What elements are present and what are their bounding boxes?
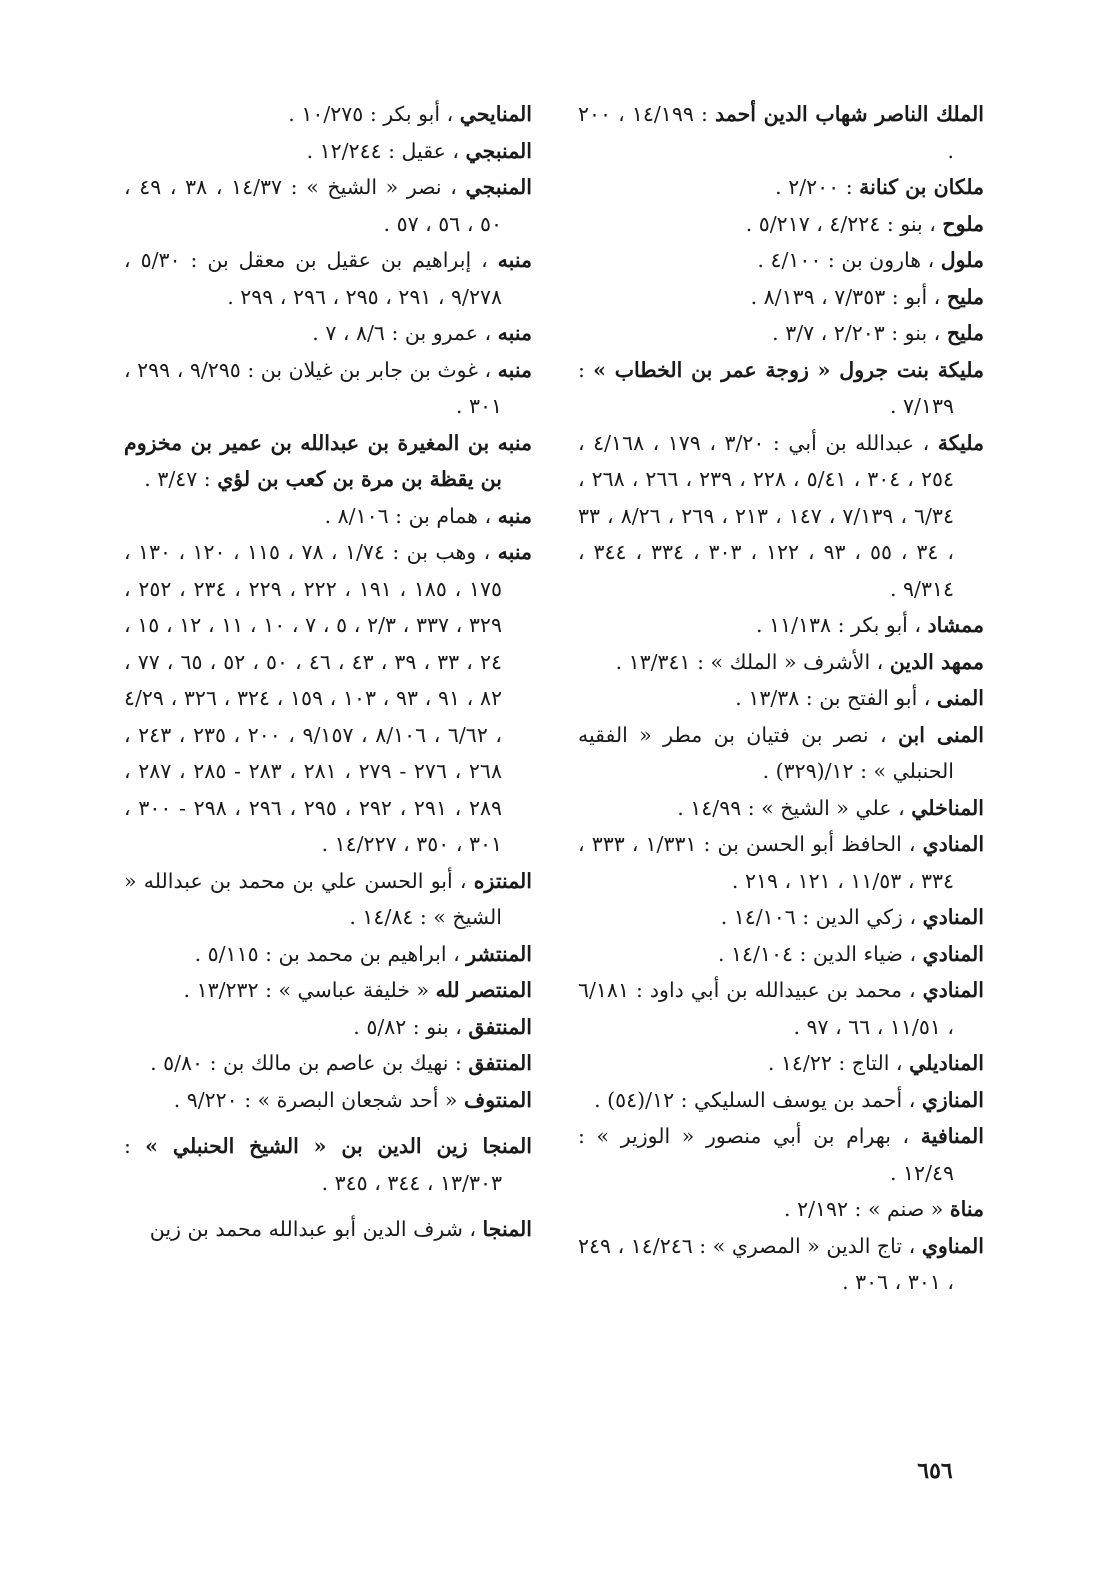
- entry-references: ، أبو الفتح بن : ١٣/٣٨ .: [735, 686, 937, 710]
- index-entry: [578, 1228, 984, 1301]
- entry-references: ، بهرام بن أبي منصور « الوزير » : ١٢/٤٩ .: [578, 1124, 954, 1185]
- entry-name: المنتفق: [468, 1051, 532, 1075]
- index-entry: [578, 607, 984, 644]
- index-entry: [578, 206, 984, 243]
- entry-name: منبه: [497, 540, 532, 564]
- entry-references: ، بنو : ٥/٨٢ .: [353, 1014, 469, 1039]
- entry-name: مناة: [949, 1197, 984, 1221]
- entry-references: : ٢/٢٠٠ .: [775, 175, 860, 199]
- entry-references: ، نصر بن فتيان بن مطر « الفقيه الحنبلي » : ١٢/(٣٢٩) .: [578, 722, 954, 783]
- entry-references: « خليفة عباسي » : ١٣/٢٣٢ .: [183, 978, 436, 1002]
- entry-references: : ٣/٤٧ .: [144, 467, 218, 491]
- entry-references: ، تاج الدين « المصري » : ١٤/٢٤٦ ، ٢٤٩ ، ٣٠١ ، ٣٠٦ .: [578, 1233, 954, 1294]
- entry-name: المنبجي: [465, 138, 532, 163]
- index-entry: [578, 936, 984, 973]
- entry-name: ملكان بن كنانة: [859, 175, 984, 199]
- index-entry: [124, 1045, 532, 1082]
- entry-name: مليكة بنت جرول « زوجة عمر بن الخطاب »: [593, 357, 984, 382]
- entry-name: المنادي: [922, 941, 984, 966]
- entry-references: ، بنو : ٤/٢٢٤ ، ٥/٢١٧ .: [745, 211, 943, 236]
- entry-name: مليح: [946, 284, 984, 309]
- entry-name: منبه: [497, 248, 532, 272]
- index-entry: [124, 352, 532, 425]
- entry-references: ، أبو بكر : ١١/١٣٨ .: [756, 613, 928, 637]
- entry-name: المنتفق: [468, 1014, 532, 1039]
- entry-name: المناوي: [921, 1233, 984, 1258]
- index-entry: [578, 1191, 984, 1228]
- entry-references: ، الحافظ أبو الحسن بن : ١/٣٣١ ، ٣٣٣ ، ٣٣٤ ، ١١/٥٣ ، ١٢١ ، ٢١٩ .: [578, 832, 954, 893]
- entry-name: منبه: [497, 503, 532, 528]
- index-entry: [578, 680, 984, 717]
- index-entry: [578, 242, 984, 279]
- index-entry: [578, 315, 984, 352]
- index-entry: [578, 169, 984, 206]
- index-entry: [124, 863, 532, 936]
- index-entry: [124, 534, 532, 863]
- entry-references: ، نصر « الشيخ » : ١٤/٣٧ ، ٣٨ ، ٤٩ ، ٥٠ ، ٥٦ ، ٥٧ .: [124, 175, 502, 236]
- entry-references: ، أبو الحسن علي بن محمد بن عبدالله « الشيخ » : ١٤/٨٤ .: [124, 868, 502, 929]
- index-entry: [124, 425, 532, 498]
- entry-references: ، علي « الشيخ » : ١٤/٩٩ .: [677, 795, 912, 820]
- entry-references: ، وهب بن : ١/٧٤ ، ٧٨ ، ١١٥ ، ١٢٠ ، ١٣٠ ، ١٧٥ ، ١٨٥ ، ١٩١ ، ٢٢٢ ، ٢٢٩ ، ٢٣٤ ، ٢٥٢ ، ٣٢٩ ، ٣٣٧ ، ٢/٣ ، ٥ ، ٧ ، ١٠ ، ١١ ، ١٢ ، ١٥ ، ٢٤ ، ٣٣ ، ٣٩ ، ٤٣ ، ٤٦ ، ٥٠ ، ٥٢ ، ٦٥ ، ٧٧ ، ٨٢ ، ٩١ ، ٩٣ ، ١٠٣ ، ١٥٩ ، ٣٢٤ ، ٣٢٦ ، ٤/٢٩ ، ٦/٦٢ ، ٨/١٠٦ ، ٩/١٥٧ ، ٢٠٠ ، ٢٣٥ ، ٢٤٣ ، ٢٦٨ ، ٢٧٦ - ٢٧٩ ، ٢٨١ ، ٢٨٣ - ٢٨٥ ، ٢٨٧ ، ٢٨٩ ، ٢٩١ ، ٢٩٢ ، ٢٩٥ ، ٢٩٦ ، ٢٩٨ - ٣٠٠ ، ٣٠١ ، ٣٥٠ ، ١٤/٢٢٧ .: [124, 540, 503, 856]
- index-entry: [578, 644, 984, 681]
- entry-name: المناخلي: [911, 795, 984, 820]
- entry-references: ، عبدالله بن أبي : ٣/٢٠ ، ١٧٩ ، ٤/١٦٨ ، ٢٥٤ ، ٣٠٤ ، ٥/٤١ ، ٢٢٨ ، ٢٣٩ ، ٢٦٦ ، ٢٦٨ ، ٦/٣٤ ، ٧/١٣٩ ، ١٤٧ ، ٢١٣ ، ٢٦٩ ، ٨/٢٦ ، ٣٣ ، ٣٤ ، ٥٥ ، ٩٣ ، ١٢٢ ، ٣٠٣ ، ٣٣٤ ، ٣٤٤ ، ٩/٣١٤ .: [578, 430, 955, 601]
- entry-name: المنتصر لله: [435, 978, 532, 1002]
- entry-references: : ١٣/٣٠٣ ، ٣٤٤ ، ٣٤٥ .: [124, 1134, 502, 1195]
- index-entry: [578, 1118, 984, 1191]
- entry-name: مليكة: [937, 430, 984, 455]
- entry-name: المنتوف: [463, 1087, 532, 1112]
- entry-references: ، بنو : ٢/٢٠٣ ، ٣/٧ .: [772, 321, 947, 345]
- entry-name: المناديلي: [909, 1051, 984, 1075]
- entry-name: ممشاد: [927, 613, 984, 637]
- left-column: [124, 96, 532, 1248]
- index-entry: [124, 1009, 532, 1046]
- entry-references: ، غوث بن جابر بن غيلان بن : ٩/٢٩٥ ، ٢٩٩ ، ٣٠١ .: [124, 357, 502, 418]
- right-column: [578, 96, 984, 1301]
- entry-references: ، شرف الدين أبو عبدالله محمد بن زين: [149, 1217, 483, 1241]
- entry-name: ممهد الدين: [889, 649, 984, 674]
- entry-references: ، إبراهيم بن عقيل بن معقل بن : ٥/٣٠ ، ٩/٢٧٨ ، ٢٩١ ، ٢٩٥ ، ٢٩٦ ، ٢٩٩ .: [124, 248, 502, 309]
- entry-references: : ٧/١٣٩ .: [578, 357, 954, 418]
- entry-name: ملول: [940, 248, 984, 272]
- entry-references: ، ابراهيم بن محمد بن : ٥/١١٥ .: [194, 941, 467, 966]
- entry-name: منبه: [497, 321, 532, 345]
- index-entry: [124, 1082, 532, 1119]
- entry-name: المنتزه: [473, 868, 532, 893]
- index-entry: [124, 169, 532, 242]
- index-entry: [578, 279, 984, 316]
- entry-references: ، ضياء الدين : ١٤/١٠٤ .: [717, 941, 923, 966]
- index-entry: [578, 1082, 984, 1119]
- index-entry: [124, 498, 532, 535]
- entry-name: المنى: [936, 686, 984, 710]
- entry-references: ، هارون بن : ٤/١٠٠ .: [757, 248, 941, 272]
- page-number: ٦٥٦: [917, 1458, 953, 1484]
- entry-name: المنايحي: [459, 102, 532, 126]
- entry-references: « صنم » : ٢/١٩٢ .: [784, 1197, 950, 1221]
- index-entry: [578, 790, 984, 827]
- entry-name: المنى ابن: [897, 722, 984, 747]
- entry-name: المنافية: [920, 1124, 984, 1148]
- entry-references: ، همام بن : ٨/١٠٦ .: [324, 503, 498, 528]
- entry-references: « أحد شجعان البصرة » : ٩/٢٢٠ .: [173, 1087, 464, 1112]
- entry-references: ، محمد بن عبيدالله بن أبي داود : ٦/١٨١ ، ١١/٥١ ، ٦٦ ، ٩٧ .: [578, 978, 954, 1039]
- index-entry: [578, 352, 984, 425]
- index-entry: [124, 315, 532, 352]
- entry-references: ، أبو بكر : ١٠/٢٧٥ .: [288, 102, 460, 126]
- index-entry: [578, 717, 984, 790]
- entry-name: منبه: [497, 357, 532, 382]
- entry-references: ، أحمد بن يوسف السليكي : ١٢/(٥٤) .: [594, 1087, 922, 1112]
- entry-references: ، أبو : ٧/٣٥٣ ، ٨/١٣٩ .: [750, 284, 947, 309]
- entry-references: ، عقيل : ١٢/٢٤٤ .: [306, 138, 466, 163]
- entry-name: منبه بن المغيرة بن عبدالله بن عمير بن مخزوم بن يقظة بن مرة بن كعب بن لؤي: [124, 430, 532, 491]
- entry-name: المنادي: [922, 978, 984, 1002]
- index-entry: [578, 425, 984, 608]
- entry-name: المنادي: [922, 832, 985, 856]
- index-entry: [578, 1045, 984, 1082]
- entry-references: : ١٤/١٩٩ ، ٢٠٠ .: [578, 102, 954, 163]
- index-entry: [578, 972, 984, 1045]
- entry-name: المنتشر: [466, 941, 532, 966]
- entry-name: المنازي: [921, 1087, 984, 1112]
- entry-name: المنجا زين الدين بن « الشيخ الحنبلي »: [145, 1134, 532, 1158]
- index-entry: [578, 826, 984, 899]
- index-entry: [578, 899, 984, 936]
- entry-name: الملك الناصر شهاب الدين أحمد: [714, 102, 984, 126]
- entry-references: ، الأشرف « الملك » : ١٣/٣٤١ .: [615, 649, 890, 674]
- index-entry: [124, 133, 532, 170]
- index-entry: [124, 972, 532, 1009]
- entry-name: المنبجي: [465, 175, 533, 199]
- entry-name: ملوح: [942, 211, 984, 236]
- index-entry: [578, 96, 984, 169]
- entry-name: المنجا: [482, 1217, 532, 1241]
- entry-name: مليح: [946, 321, 984, 345]
- entry-name: المنادي: [922, 905, 984, 929]
- index-entry: [124, 1128, 532, 1201]
- index-entry: [124, 96, 532, 133]
- entry-references: ، التاج : ١٤/٢٢ .: [767, 1051, 910, 1075]
- index-entry: [124, 936, 532, 973]
- index-entry: [124, 242, 532, 315]
- entry-references: ، زكي الدين : ١٤/١٠٦ .: [720, 905, 923, 929]
- index-entry: [124, 1211, 532, 1248]
- entry-references: ، عمرو بن : ٨/٦ ، ٧ .: [312, 321, 498, 345]
- entry-references: : نهيك بن عاصم بن مالك بن : ٥/٨٠ .: [150, 1051, 469, 1075]
